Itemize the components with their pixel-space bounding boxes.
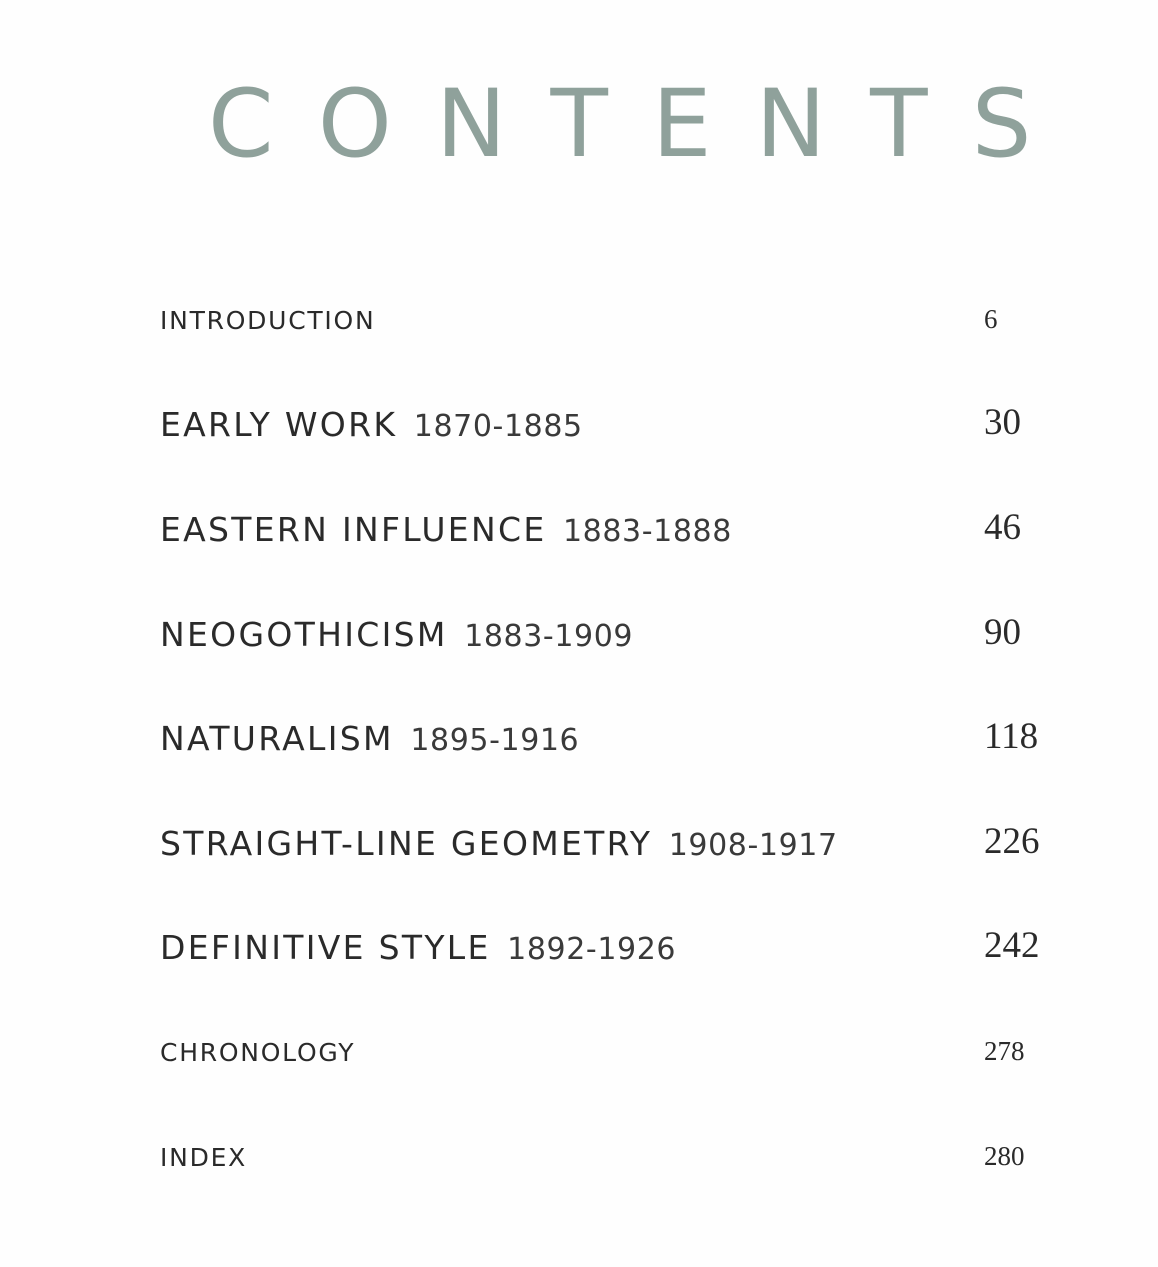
toc-entry-page-number: 118 — [984, 716, 1039, 757]
toc-entry-label: DEFINITIVE STYLE — [160, 928, 491, 967]
toc-entry-years: 1883-1888 — [562, 514, 732, 549]
toc-entry-label: INDEX — [160, 1143, 247, 1172]
toc-entry-label: NATURALISM — [160, 719, 394, 758]
toc-entry-neogothicism[interactable] — [160, 607, 1060, 667]
toc-entry-label: STRAIGHT-LINE GEOMETRY — [160, 824, 653, 863]
toc-entry-index[interactable] — [160, 1133, 1060, 1193]
toc-entry-title — [160, 824, 838, 863]
toc-entry-definitive-style[interactable] — [160, 920, 1060, 980]
toc-entry-title — [160, 510, 732, 549]
page-title: CONTENTS — [208, 70, 1076, 179]
toc-entry-page-number: 90 — [984, 612, 1021, 653]
toc-entry-title — [160, 306, 375, 335]
toc-entry-page-number: 6 — [984, 304, 998, 334]
toc-entry-chronology[interactable] — [160, 1028, 1060, 1088]
toc-entry-page-number: 46 — [984, 507, 1021, 548]
toc-entry-title — [160, 405, 583, 444]
toc-entry-page-number: 278 — [984, 1036, 1025, 1066]
toc-entry-introduction[interactable] — [160, 296, 1060, 356]
toc-entry-label: EARLY WORK — [160, 405, 398, 444]
toc-entry-years: 1892-1926 — [507, 932, 677, 967]
toc-entry-title — [160, 928, 676, 967]
toc-entry-eastern-influence[interactable] — [160, 502, 1060, 562]
toc-entry-page-number: 280 — [984, 1141, 1025, 1171]
toc-entry-years: 1870-1885 — [413, 409, 583, 444]
toc-entry-label: INTRODUCTION — [160, 306, 376, 335]
toc-entry-title — [160, 1038, 355, 1067]
toc-entry-title — [160, 615, 633, 654]
toc-entry-page-number: 242 — [984, 925, 1040, 966]
toc-entry-early-work[interactable] — [160, 397, 1060, 457]
toc-entry-label: EASTERN INFLUENCE — [160, 510, 547, 549]
toc-entry-years: 1908-1917 — [668, 828, 838, 863]
toc-entry-label: NEOGOTHICISM — [160, 615, 448, 654]
toc-entry-page-number: 226 — [984, 821, 1040, 862]
toc-entry-years: 1895-1916 — [410, 723, 580, 758]
toc-entry-naturalism[interactable] — [160, 711, 1060, 771]
toc-entry-straight-line-geometry[interactable] — [160, 816, 1060, 876]
toc-entry-years: 1883-1909 — [464, 619, 634, 654]
toc-entry-page-number: 30 — [984, 402, 1021, 443]
toc-entry-title — [160, 1143, 247, 1172]
toc-entry-label: CHRONOLOGY — [160, 1038, 356, 1067]
toc-entry-title — [160, 719, 579, 758]
